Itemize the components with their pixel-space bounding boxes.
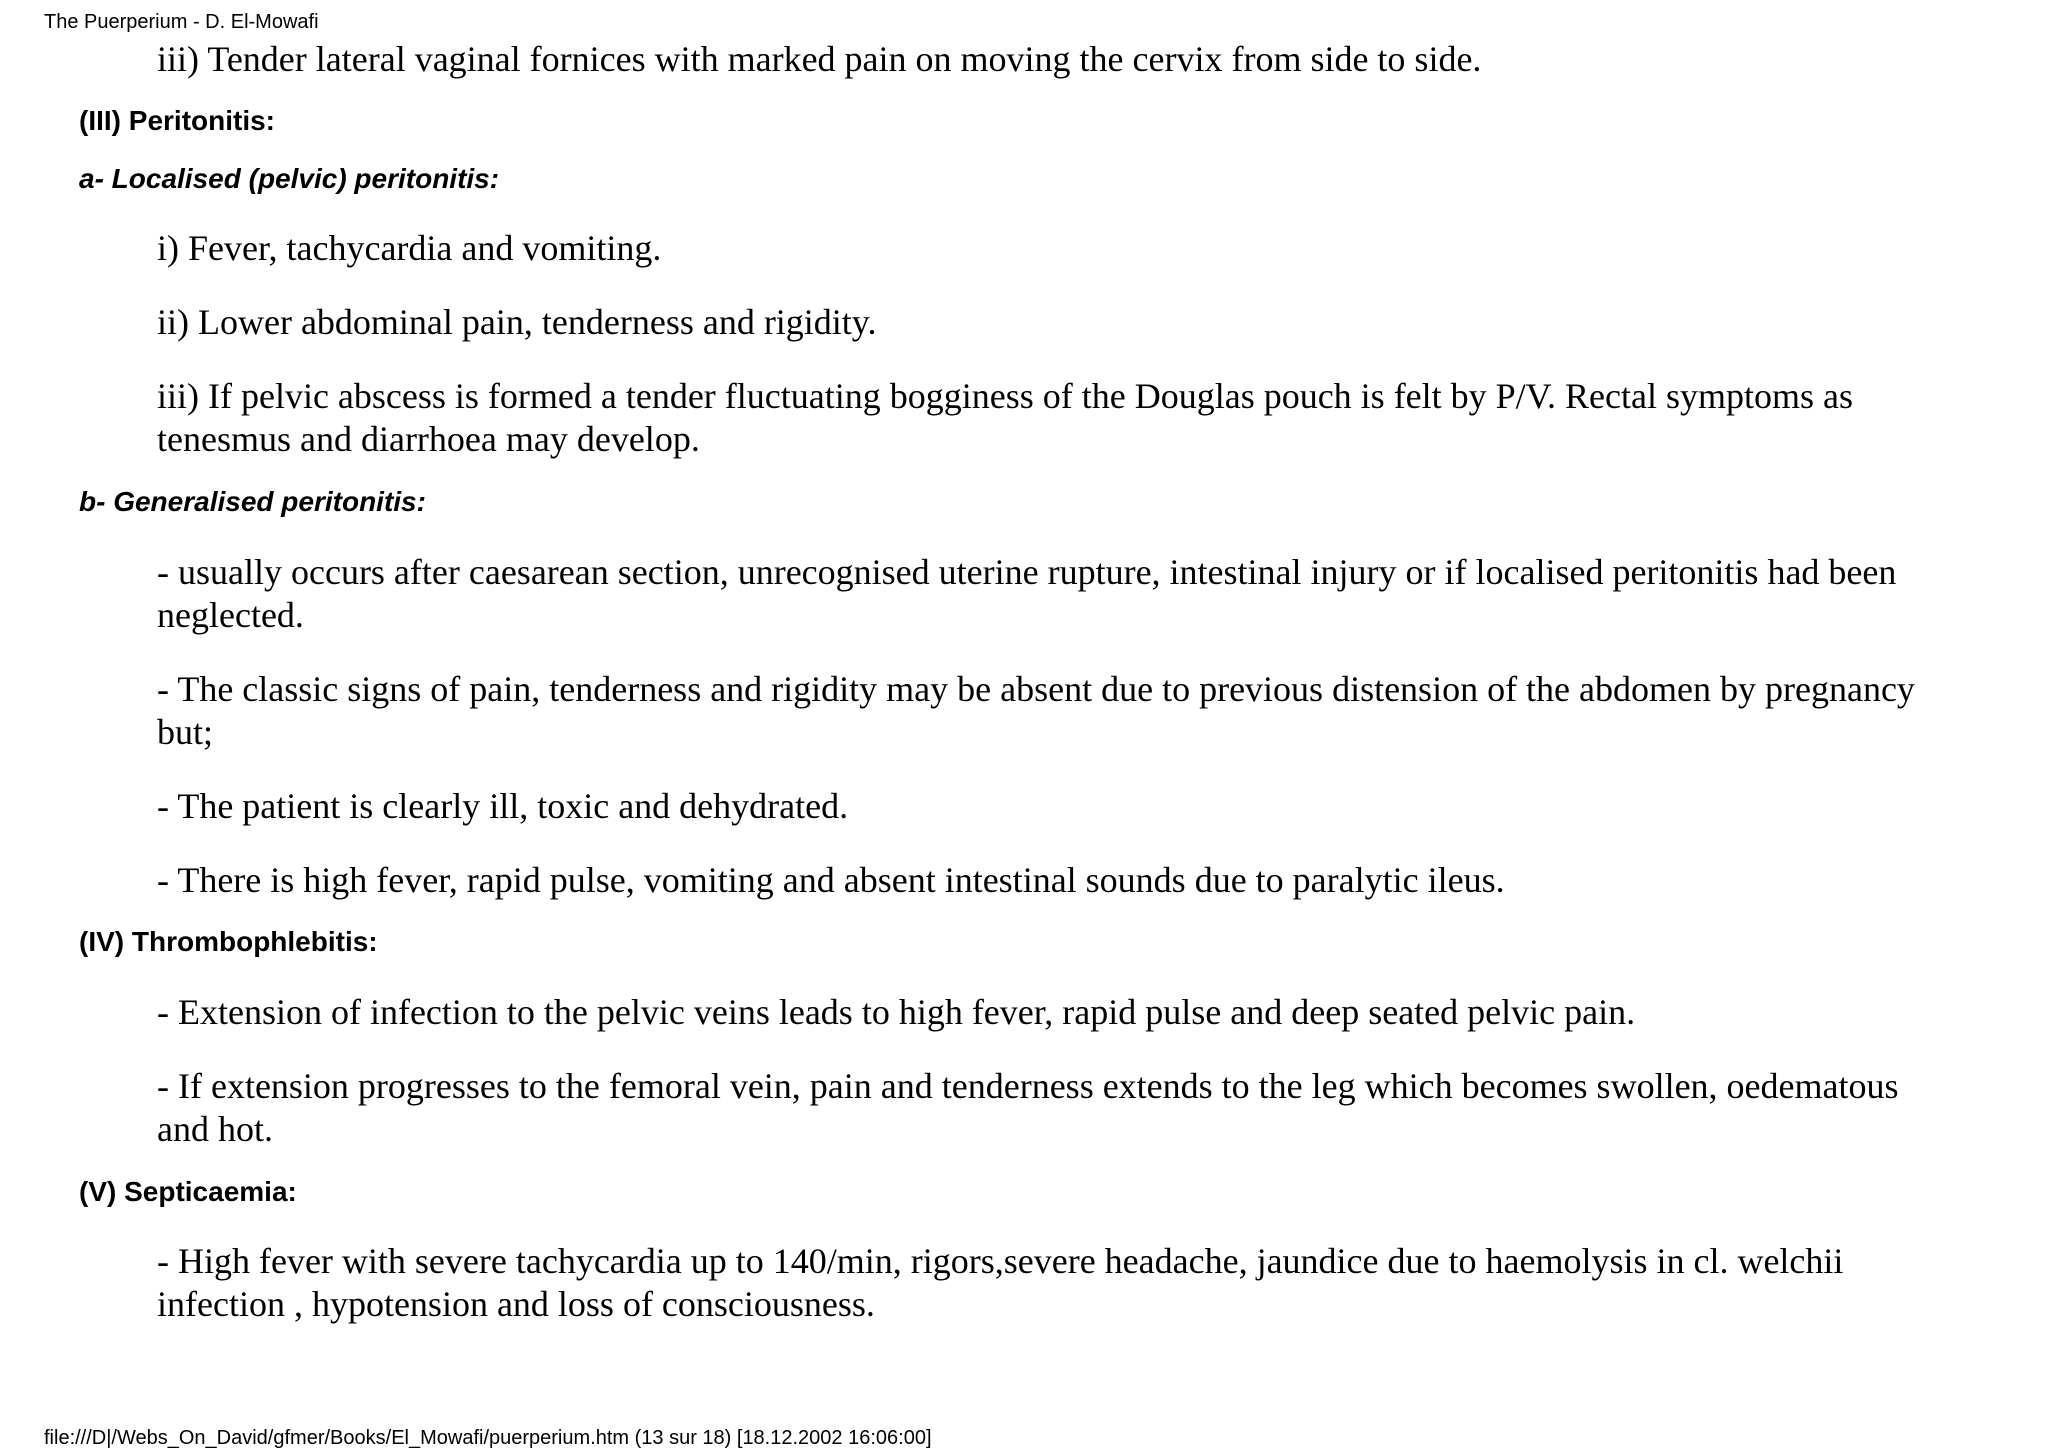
- footer-source-url: file:///D|/Webs_On_David/gfmer/Books/El_Mowafi/puerperium.htm (13 sur 18) [18.12.2002 16:06:00]: [44, 1427, 932, 1449]
- peritonitis-heading: (III) Peritonitis:: [79, 105, 275, 136]
- running-header-title: The Puerperium - D. El-Mowafi: [44, 11, 319, 33]
- generalised-item-causes: - usually occurs after caesarean section, unrecognised uterine rupture, intestinal injury or if localised peritonitis had been neglected.: [157, 552, 1897, 635]
- septicaemia-item-high-fever: - High fever with severe tachycardia up to 140/min, rigors,severe headache, jaundice due to haemolysis in cl. welchii infection , hypotension and loss of consciousness.: [157, 1241, 1844, 1324]
- generalised-item-patient-ill: - The patient is clearly ill, toxic and dehydrated.: [157, 786, 849, 826]
- thrombophlebitis-item-femoral-vein: - If extension progresses to the femoral vein, pain and tenderness extends to the leg which becomes swollen, oedematous and hot.: [157, 1066, 1899, 1149]
- tender-fornices-item: iii) Tender lateral vaginal fornices with marked pain on moving the cervix from side to side.: [157, 39, 1482, 79]
- generalised-item-classic-signs: - The classic signs of pain, tenderness and rigidity may be absent due to previous distension of the abdomen by pregnancy but;: [157, 669, 1915, 752]
- localised-peritonitis-subheading: a- Localised (pelvic) peritonitis:: [79, 163, 500, 194]
- localised-item-abdominal-pain: ii) Lower abdominal pain, tenderness and rigidity.: [157, 302, 877, 342]
- thrombophlebitis-heading: (IV) Thrombophlebitis:: [79, 926, 378, 957]
- generalised-peritonitis-subheading: b- Generalised peritonitis:: [79, 486, 426, 517]
- septicaemia-heading: (V) Septicaemia:: [79, 1176, 297, 1207]
- generalised-item-high-fever: - There is high fever, rapid pulse, vomiting and absent intestinal sounds due to paralytic ileus.: [157, 860, 1505, 900]
- localised-item-pelvic-abscess: iii) If pelvic abscess is formed a tender fluctuating bogginess of the Douglas pouch is felt by P/V. Rectal symptoms as tenesmus and diarrhoea may develop.: [157, 376, 1854, 459]
- localised-item-fever: i) Fever, tachycardia and vomiting.: [157, 228, 662, 268]
- thrombophlebitis-item-pelvic-veins: - Extension of infection to the pelvic veins leads to high fever, rapid pulse and deep seated pelvic pain.: [157, 992, 1636, 1032]
